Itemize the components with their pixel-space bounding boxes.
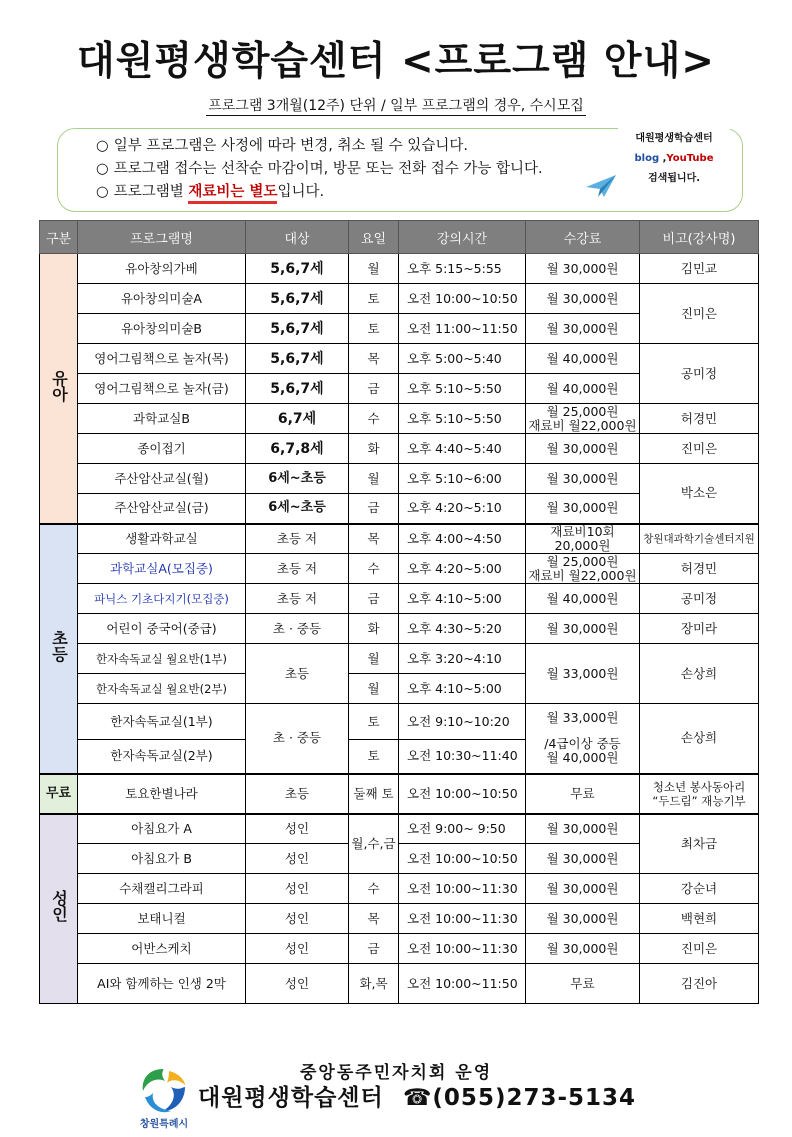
- target: 6세~초등: [246, 494, 349, 524]
- instructor: 백현희: [640, 904, 759, 934]
- target: 초 · 중등: [246, 614, 349, 644]
- footer-center-name: 대원평생학습센터: [198, 1085, 384, 1111]
- fee: 무료: [526, 774, 640, 814]
- table-row: [40, 644, 759, 674]
- time: 오후 5:15~5:55: [399, 254, 526, 284]
- fee: [526, 404, 640, 434]
- col-header-target: 대상: [246, 221, 349, 254]
- target: 성인: [246, 844, 349, 874]
- day: 금: [349, 494, 399, 524]
- time: 오전 9:10~10:20: [399, 704, 526, 740]
- instructor: 진미은: [640, 284, 759, 344]
- table-row: [40, 934, 759, 964]
- target: 5,6,7세: [246, 344, 349, 374]
- program-name: 보태니컬: [78, 904, 246, 934]
- target: 5,6,7세: [246, 284, 349, 314]
- fee-line-1: 월 25,000원: [546, 403, 619, 419]
- table-row: [40, 344, 759, 374]
- footer-phone: (055)273-5134: [432, 1085, 637, 1111]
- col-header-category: 구분: [40, 221, 78, 254]
- target: 성인: [246, 934, 349, 964]
- instructor: [640, 774, 759, 814]
- fee: [526, 524, 640, 554]
- program-name: 어반스케치: [78, 934, 246, 964]
- fee: 월 30,000원: [526, 874, 640, 904]
- table-row: [40, 254, 759, 284]
- program-name: 유아창의미술A: [78, 284, 246, 314]
- target: 성인: [246, 964, 349, 1004]
- note-line-2: “두드림” 재능기부: [652, 793, 746, 808]
- fee: 무료: [526, 964, 640, 1004]
- table-header-row: [40, 221, 759, 254]
- program-name: 한자속독교실(1부): [78, 704, 246, 740]
- target: 초등: [246, 774, 349, 814]
- instructor: 진미은: [640, 434, 759, 464]
- day: 토: [349, 314, 399, 344]
- program-table: [39, 220, 759, 1004]
- fee-line-2: /4급이상 중등: [544, 736, 621, 752]
- program-name: 한자속독교실(2부): [78, 740, 246, 774]
- table-row: [40, 614, 759, 644]
- fee: 월 30,000원: [526, 434, 640, 464]
- footer-org: 중앙동주민자치회 운영: [300, 1063, 493, 1083]
- program-name: 영어그림책으로 놀자(목): [78, 344, 246, 374]
- table-row: [40, 434, 759, 464]
- day: 수: [349, 404, 399, 434]
- time: 오전 10:00~10:50: [399, 774, 526, 814]
- time: 오전 10:00~11:30: [399, 934, 526, 964]
- notice-box: [57, 128, 743, 212]
- time: 오후 5:10~5:50: [399, 374, 526, 404]
- time: 오후 4:10~5:00: [399, 674, 526, 704]
- time: 오후 4:20~5:00: [399, 554, 526, 584]
- day: 금: [349, 934, 399, 964]
- time: 오전 9:00~ 9:50: [399, 814, 526, 844]
- col-header-day: 요일: [349, 221, 399, 254]
- logo-text: 창원특례시: [139, 1119, 189, 1130]
- target: 6,7세: [246, 404, 349, 434]
- program-name: 주산암산교실(월): [78, 464, 246, 494]
- day: 월: [349, 254, 399, 284]
- instructor: 창원대과학기술센터지원: [640, 524, 759, 554]
- fee: 월 30,000원: [526, 844, 640, 874]
- time: 오전 11:00~11:50: [399, 314, 526, 344]
- fee-line-3: 월 40,000원: [546, 750, 619, 766]
- category-chodeung: [40, 524, 78, 774]
- instructor: 손상희: [640, 644, 759, 704]
- instructor: 김민교: [640, 254, 759, 284]
- day: 수: [349, 874, 399, 904]
- program-name: 한자속독교실 월요반(2부): [78, 674, 246, 704]
- time: 오후 4:10~5:00: [399, 584, 526, 614]
- time: 오전 10:00~11:30: [399, 874, 526, 904]
- target: 초등 저: [246, 584, 349, 614]
- fee: 월 30,000원: [526, 614, 640, 644]
- target: 6세~초등: [246, 464, 349, 494]
- promo-line-1: 대원평생학습센터: [635, 133, 713, 144]
- program-name: 유아창의미술B: [78, 314, 246, 344]
- program-name: 어린이 중국어(중급): [78, 614, 246, 644]
- note-line-1: 청소년 봉사동아리: [652, 779, 746, 794]
- promo-blog: blog: [634, 153, 660, 164]
- time: 오전 10:00~11:50: [399, 964, 526, 1004]
- fee-line-2: 재료비 월22,000원: [528, 567, 637, 583]
- target: 초등: [246, 644, 349, 704]
- category-label: 성인: [49, 890, 69, 923]
- table-row: [40, 874, 759, 904]
- time: 오후 3:20~4:10: [399, 644, 526, 674]
- fee: 월 30,000원: [526, 904, 640, 934]
- time: 오후 5:10~6:00: [399, 464, 526, 494]
- time: 오후 4:30~5:20: [399, 614, 526, 644]
- notice-item-1: ○ 일부 프로그램은 사정에 따라 변경, 취소 될 수 있습니다.: [96, 135, 543, 158]
- page-title: 대원평생학습센터 <프로그램 안내>: [77, 39, 715, 84]
- program-name: 종이접기: [78, 434, 246, 464]
- material-fee-highlight: 재료비는 별도: [188, 184, 277, 204]
- notice-item-3: [96, 181, 543, 204]
- instructor: 허경민: [640, 404, 759, 434]
- fee: [526, 704, 640, 774]
- day: 목: [349, 344, 399, 374]
- table-row: [40, 524, 759, 554]
- program-name: 주산암산교실(금): [78, 494, 246, 524]
- fee: 월 30,000원: [526, 284, 640, 314]
- instructor: 공미정: [640, 584, 759, 614]
- program-name: 아침요가 B: [78, 844, 246, 874]
- day: 월: [349, 674, 399, 704]
- phone-icon: ☎: [402, 1085, 433, 1111]
- category-yua: [40, 254, 78, 524]
- table-row: [40, 404, 759, 434]
- promo-youtube: YouTube: [666, 153, 714, 164]
- program-name: 유아창의가베: [78, 254, 246, 284]
- fee: 월 40,000원: [526, 374, 640, 404]
- program-name: 수채캘리그라피: [78, 874, 246, 904]
- time: 오후 4:00~4:50: [399, 524, 526, 554]
- instructor: 진미은: [640, 934, 759, 964]
- program-name: 토요한별나라: [78, 774, 246, 814]
- table-row: [40, 814, 759, 844]
- col-header-program: 프로그램명: [78, 221, 246, 254]
- promo-line-2: [618, 149, 730, 169]
- notice-item-3-post: 입니다.: [277, 184, 325, 200]
- day: 목: [349, 904, 399, 934]
- program-name: 아침요가 A: [78, 814, 246, 844]
- col-header-time: 강의시간: [399, 221, 526, 254]
- day: 금: [349, 374, 399, 404]
- instructor: 강순녀: [640, 874, 759, 904]
- instructor: 박소은: [640, 464, 759, 524]
- table-row: [40, 704, 759, 740]
- program-name: 과학교실B: [78, 404, 246, 434]
- target: 5,6,7세: [246, 314, 349, 344]
- fee-line-1: 월 33,000원: [546, 710, 619, 726]
- target: 초등 저: [246, 524, 349, 554]
- fee: 월 33,000원: [526, 644, 640, 704]
- instructor: 허경민: [640, 554, 759, 584]
- instructor: 공미정: [640, 344, 759, 404]
- promo-sep: ,: [659, 153, 667, 164]
- category-label: 유아: [49, 369, 69, 402]
- instructor: 장미라: [640, 614, 759, 644]
- target: 6,7,8세: [246, 434, 349, 464]
- program-name: 한자속독교실 월요반(1부): [78, 644, 246, 674]
- program-name: 영어그림책으로 놀자(금): [78, 374, 246, 404]
- page-subtitle: [0, 95, 792, 115]
- day: 목: [349, 524, 399, 554]
- paper-plane-icon: [586, 175, 616, 197]
- category-label: 초등: [49, 630, 69, 662]
- time: 오전 10:00~10:50: [399, 284, 526, 314]
- footer-main: [198, 1079, 636, 1112]
- fee: 월 40,000원: [526, 584, 640, 614]
- target: 5,6,7세: [246, 374, 349, 404]
- promo-box: [618, 123, 730, 197]
- table-row: [40, 584, 759, 614]
- category-adult: [40, 814, 78, 1004]
- day: 토: [349, 284, 399, 314]
- fee: 월 30,000원: [526, 254, 640, 284]
- instructor: 손상희: [640, 704, 759, 774]
- target: 성인: [246, 904, 349, 934]
- target: 초등 저: [246, 554, 349, 584]
- target: 초 · 중등: [246, 704, 349, 774]
- notice-list: [96, 135, 543, 204]
- program-name: AI와 함께하는 인생 2막: [78, 964, 246, 1004]
- target: 5,6,7세: [246, 254, 349, 284]
- target: 성인: [246, 874, 349, 904]
- notice-item-2: ○ 프로그램 접수는 선착순 마감이며, 방문 또는 전화 접수 가능 합니다.: [96, 158, 543, 181]
- day: 화: [349, 434, 399, 464]
- notice-item-3-pre: 프로그램별: [113, 184, 189, 200]
- subtitle-text: 프로그램 3개월(12주) 단위 / 일부 프로그램의 경우, 수시모집: [208, 98, 584, 114]
- program-name: 파닉스 기초다지기(모집중): [78, 584, 246, 614]
- fee: 월 40,000원: [526, 344, 640, 374]
- changwon-city-logo-icon: [135, 1063, 191, 1119]
- col-header-fee: 수강료: [526, 221, 640, 254]
- fee-line-1: 월 25,000원: [546, 553, 619, 569]
- day: 토: [349, 704, 399, 740]
- fee-line-2: 재료비 월22,000원: [528, 417, 637, 433]
- fee: 월 30,000원: [526, 494, 640, 524]
- table-row: [40, 464, 759, 494]
- table-row: [40, 284, 759, 314]
- program-name: 과학교실A(모집중): [78, 554, 246, 584]
- category-free: 무료: [40, 774, 78, 814]
- table-row: [40, 554, 759, 584]
- fee: 월 30,000원: [526, 814, 640, 844]
- fee: 월 30,000원: [526, 934, 640, 964]
- fee-line-1: 재료비10회: [550, 523, 615, 539]
- fee: [526, 554, 640, 584]
- day: 월: [349, 644, 399, 674]
- target: 성인: [246, 814, 349, 844]
- day: 화: [349, 614, 399, 644]
- time: 오전 10:00~11:30: [399, 904, 526, 934]
- day: 월: [349, 464, 399, 494]
- instructor: 최차금: [640, 814, 759, 874]
- day: 수: [349, 554, 399, 584]
- fee: 월 30,000원: [526, 464, 640, 494]
- table-row: [40, 904, 759, 934]
- table-row: [40, 964, 759, 1004]
- day: 화,목: [349, 964, 399, 1004]
- fee: 월 30,000원: [526, 314, 640, 344]
- program-name: 생활과학교실: [78, 524, 246, 554]
- time: 오전 10:30~11:40: [399, 740, 526, 774]
- fee-line-2: 20,000원: [554, 537, 611, 553]
- time: 오전 10:00~10:50: [399, 844, 526, 874]
- day: 둘째 토: [349, 774, 399, 814]
- table-row: [40, 774, 759, 814]
- col-header-note: 비고(강사명): [640, 221, 759, 254]
- day: 월,수,금: [349, 814, 399, 874]
- time: 오후 4:20~5:10: [399, 494, 526, 524]
- time: 오후 5:10~5:50: [399, 404, 526, 434]
- promo-line-3: 검색됩니다.: [647, 173, 701, 184]
- time: 오후 4:40~5:40: [399, 434, 526, 464]
- day: 토: [349, 740, 399, 774]
- time: 오후 5:00~5:40: [399, 344, 526, 374]
- day: 금: [349, 584, 399, 614]
- instructor: 김진아: [640, 964, 759, 1004]
